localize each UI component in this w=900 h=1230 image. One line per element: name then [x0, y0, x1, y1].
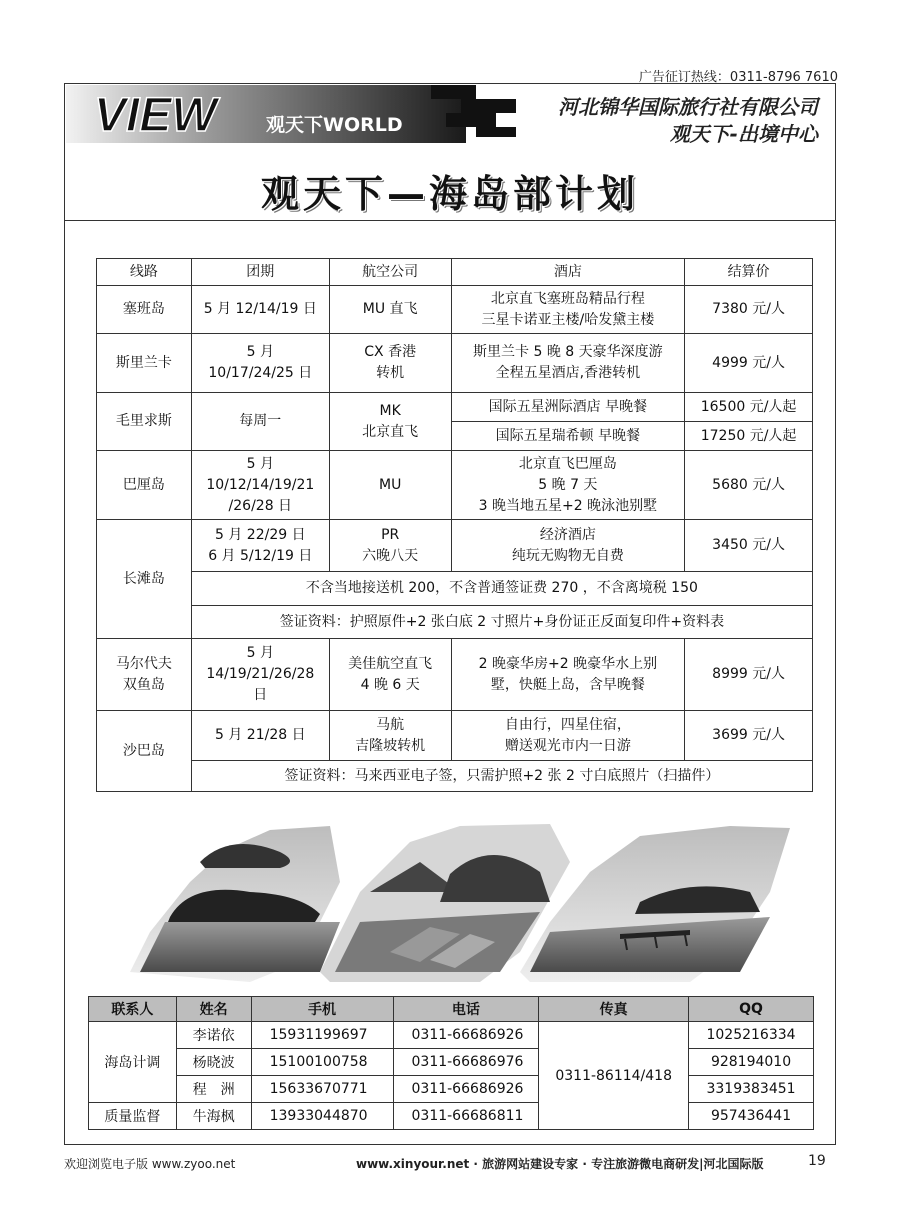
header-name: 姓名	[176, 997, 251, 1022]
price-cell: 3450 元/人	[685, 520, 813, 572]
contact-mobile: 15633670771	[251, 1076, 393, 1103]
header-divider	[64, 220, 836, 221]
table-row	[97, 334, 813, 393]
footer-ebook-link[interactable]: 欢迎浏览电子版 www.zyoo.net	[64, 1157, 236, 1171]
contact-header-row	[89, 997, 814, 1022]
table-row	[97, 606, 813, 639]
table-row	[97, 572, 813, 606]
dates-cell: 5 月 14/19/21/26/28 日	[191, 639, 329, 711]
header-phone: 电话	[393, 997, 539, 1022]
table-row	[97, 520, 813, 572]
hotel-cell: 经济酒店 纯玩无购物无自费	[451, 520, 685, 572]
page-number: 19	[808, 1153, 826, 1169]
hotel-cell: 自由行，四星住宿， 赠送观光市内一日游	[451, 711, 685, 761]
contact-phone: 0311-66686811	[393, 1103, 539, 1130]
route-cell: 长滩岛	[97, 520, 192, 639]
route-cell: 斯里兰卡	[97, 334, 192, 393]
table-row	[97, 761, 813, 792]
price-cell: 4999 元/人	[685, 334, 813, 393]
contact-table	[88, 996, 814, 1130]
airline-cell: 马航 吉隆坡转机	[329, 711, 451, 761]
contact-name: 程 洲	[176, 1076, 251, 1103]
header-fax: 传真	[539, 997, 689, 1022]
company-block	[558, 94, 818, 148]
group-label-planning: 海岛计调	[89, 1022, 177, 1103]
route-cell: 塞班岛	[97, 286, 192, 334]
contact-phone: 0311-66686926	[393, 1022, 539, 1049]
airline-cell: MK 北京直飞	[329, 393, 451, 451]
group-label-quality: 质量监督	[89, 1103, 177, 1130]
route-cell: 沙巴岛	[97, 711, 192, 792]
table-row	[89, 1022, 814, 1049]
price-cell: 17250 元/人起	[685, 422, 813, 451]
footer-website-link[interactable]: www.xinyour.net · 旅游网站建设专家 · 专注旅游微电商研发|河北国际版	[356, 1157, 764, 1171]
dates-cell: 每周一	[191, 393, 329, 451]
view-world-logo	[66, 85, 516, 143]
price-cell: 3699 元/人	[685, 711, 813, 761]
logo-brand-text: VIEW	[94, 89, 217, 142]
visa-note-cell: 签证资料：马来西亚电子签，只需护照+2 张 2 寸白底照片（扫描件）	[191, 761, 812, 792]
table-row	[89, 1076, 814, 1103]
dates-cell: 5 月 22/29 日 6 月 5/12/19 日	[191, 520, 329, 572]
dates-cell: 5 月 10/17/24/25 日	[191, 334, 329, 393]
price-cell: 16500 元/人起	[685, 393, 813, 422]
airline-cell: MU 直飞	[329, 286, 451, 334]
visa-note-cell: 签证资料：护照原件+2 张白底 2 寸照片+身份证正反面复印件+资料表	[191, 606, 812, 639]
header-hotel: 酒店	[451, 259, 685, 286]
route-cell: 马尔代夫 双鱼岛	[97, 639, 192, 711]
route-cell: 巴厘岛	[97, 451, 192, 520]
contact-name: 李诺依	[176, 1022, 251, 1049]
contact-qq: 1025216334	[689, 1022, 814, 1049]
price-cell: 8999 元/人	[685, 639, 813, 711]
contact-fax: 0311-86114/418	[539, 1022, 689, 1130]
hotel-cell: 斯里兰卡 5 晚 8 天豪华深度游 全程五星酒店,香港转机	[451, 334, 685, 393]
hotel-cell: 北京直飞巴厘岛 5 晚 7 天 3 晚当地五星+2 晚泳池别墅	[451, 451, 685, 520]
contact-name: 牛海枫	[176, 1103, 251, 1130]
dates-cell: 5 月 21/28 日	[191, 711, 329, 761]
header-airline: 航空公司	[329, 259, 451, 286]
airline-cell: MU	[329, 451, 451, 520]
island-photo-collage	[130, 822, 790, 982]
airline-cell: PR 六晚八天	[329, 520, 451, 572]
contact-qq: 3319383451	[689, 1076, 814, 1103]
airline-cell: CX 香港 转机	[329, 334, 451, 393]
hotel-cell: 国际五星瑞希顿 早晚餐	[451, 422, 685, 451]
hotel-cell: 2 晚豪华房+2 晚豪华水上别 墅，快艇上岛，含早晚餐	[451, 639, 685, 711]
plan-header-row	[97, 259, 813, 286]
contact-phone: 0311-66686976	[393, 1049, 539, 1076]
table-row	[97, 711, 813, 761]
header-price: 结算价	[685, 259, 813, 286]
table-row	[89, 1049, 814, 1076]
airline-cell: 美佳航空直飞 4 晚 6 天	[329, 639, 451, 711]
hotel-cell: 国际五星洲际酒店 早晚餐	[451, 393, 685, 422]
table-row	[97, 451, 813, 520]
table-row	[89, 1103, 814, 1130]
table-row	[97, 393, 813, 422]
header-contact: 联系人	[89, 997, 177, 1022]
dates-cell: 5 月 10/12/14/19/21 /26/28 日	[191, 451, 329, 520]
tour-plan-table	[96, 258, 813, 792]
price-cell: 7380 元/人	[685, 286, 813, 334]
header-mobile: 手机	[251, 997, 393, 1022]
note-cell: 不含当地接送机 200，不含普通签证费 270 ，不含离境税 150	[191, 572, 812, 606]
contact-name: 杨晓波	[176, 1049, 251, 1076]
table-row	[97, 286, 813, 334]
contact-phone: 0311-66686926	[393, 1076, 539, 1103]
table-row	[97, 639, 813, 711]
dates-cell: 5 月 12/14/19 日	[191, 286, 329, 334]
contact-qq: 928194010	[689, 1049, 814, 1076]
company-name: 河北锦华国际旅行社有限公司	[558, 95, 818, 119]
contact-mobile: 13933044870	[251, 1103, 393, 1130]
header-qq: QQ	[689, 997, 814, 1022]
route-cell: 毛里求斯	[97, 393, 192, 451]
header-dates: 团期	[191, 259, 329, 286]
ad-hotline: 广告征订热线：0311-8796 7610	[638, 70, 838, 85]
logo-sub-text: 观天下WORLD	[266, 114, 403, 136]
company-dept: 观天下-出境中心	[669, 122, 818, 146]
page-title: 观天下—海岛部计划	[260, 172, 639, 216]
contact-qq: 957436441	[689, 1103, 814, 1130]
contact-mobile: 15100100758	[251, 1049, 393, 1076]
contact-mobile: 15931199697	[251, 1022, 393, 1049]
hotel-cell: 北京直飞塞班岛精品行程 三星卡诺亚主楼/哈发黛主楼	[451, 286, 685, 334]
header-route: 线路	[97, 259, 192, 286]
price-cell: 5680 元/人	[685, 451, 813, 520]
